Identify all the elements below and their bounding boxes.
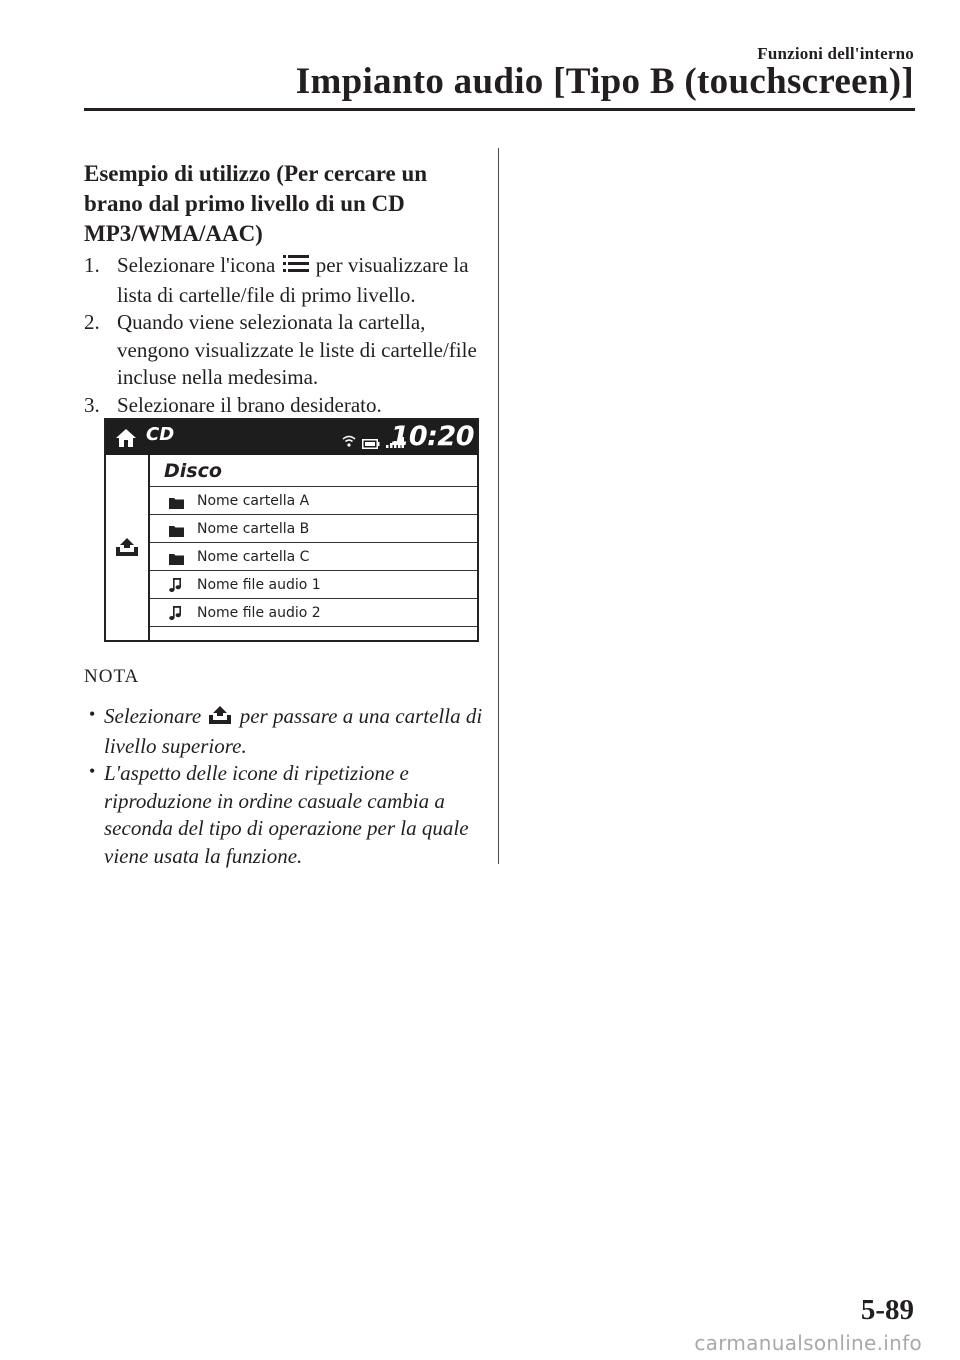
battery-icon [362,434,380,453]
note-item [84,760,494,870]
wifi-icon [342,432,356,451]
screen-top-bar [106,420,477,455]
column-divider [498,148,499,864]
folder-icon [169,550,184,569]
bullet: • [89,761,96,781]
list-item-label: Nome cartella A [197,493,310,509]
note-heading: NOTA [84,666,140,687]
step-1 [84,252,494,309]
bullet: • [89,704,96,724]
list-icon [283,254,309,282]
folder-file-list [150,486,477,638]
example-heading: Esempio di utilizzo (Per cercare un brano dal primo livello di un CD MP3/WMA/AAC) [84,161,428,246]
cd-browse-screen [104,418,479,642]
list-item[interactable] [150,598,477,626]
notes-list [84,703,494,870]
note-text-after-icon: per passare a una cartella di livello superiore. [104,704,483,758]
list-item[interactable] [150,542,477,570]
music-note-icon [169,578,183,597]
note-text-before-icon: Selezionare [104,704,202,728]
list-item[interactable] [150,570,477,598]
step-number: 2. [84,310,100,334]
list-title: Disco [164,460,222,482]
step-text: Selezionare il brano desiderato. [117,392,382,417]
note-text: L'aspetto delle icone di ripetizione e riproduzione in ordine casuale cambia a seconda del tipo di operazione per la quale viene usata la funzione. [104,761,469,868]
note-item [84,703,494,760]
list-item[interactable] [150,486,477,514]
left-panel [106,455,150,640]
source-label: CD [146,424,175,445]
step-text: Quando viene selezionata la cartella, vengono visualizzate le liste di cartelle/file incluse nella medesima. [117,310,477,389]
list-item[interactable] [150,514,477,542]
step-number: 3. [84,392,100,417]
music-note-icon [169,606,183,625]
watermark: carmanualsonline.info [694,1331,922,1355]
list-item-label: Nome cartella C [197,549,310,565]
list-item-label: Nome file audio 2 [197,605,321,621]
list-item-empty [150,626,477,638]
list-item-label: Nome file audio 1 [197,577,321,593]
page-title: Impianto audio [Tipo B (touchscreen)] [295,61,914,102]
step-3 [84,392,494,420]
clock: 10:20 [390,421,474,452]
folder-icon [169,522,184,541]
step-2 [84,309,494,392]
folder-icon [169,494,184,513]
section-label: Funzioni dell'interno [757,44,914,63]
up-folder-icon[interactable] [115,537,139,561]
header-rule [84,108,915,111]
step-number: 1. [84,253,100,277]
up-folder-icon [208,705,232,733]
list-item-label: Nome cartella B [197,521,310,537]
home-icon[interactable] [115,428,137,452]
page-number: 5-89 [860,1294,914,1326]
step-text-before-icon: Selezionare l'icona [117,253,276,277]
step-text-after-icon: per visualizzare la lista di cartelle/file di primo livello. [117,253,469,307]
steps-list [84,252,494,419]
